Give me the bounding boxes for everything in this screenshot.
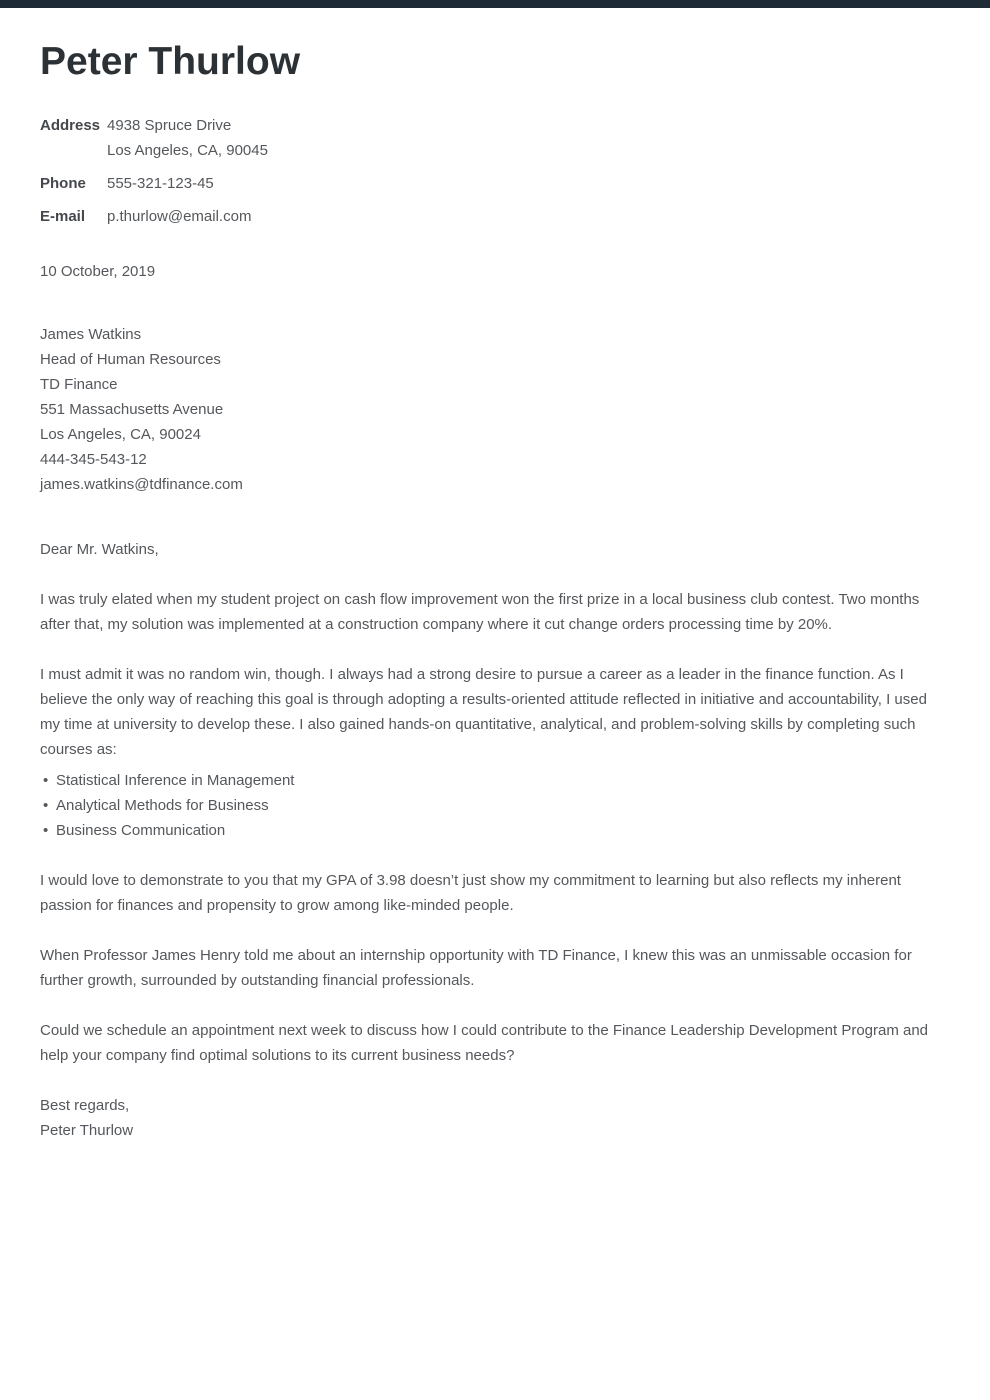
paragraph-skills: I must admit it was no random win, though. I always had a strong desire to pursue a career as a leader in the finance function. As I believe the only way of reaching this goal is through adopting a results-oriented attitude reflected in initiative and accountability, I used my time at university to develop these. I also gained hands-on quantitative, analytical, and problem-solving skills by completing such courses as: <box>40 666 927 758</box>
course-item: • Statistical Inference in Management <box>40 768 950 793</box>
signoff: Best regards, <box>40 1097 130 1114</box>
closing-block <box>40 1093 950 1143</box>
contact-label-email: E-mail <box>40 208 86 225</box>
accent-top-bar <box>0 0 990 8</box>
contact-label-address: Address <box>40 117 101 134</box>
course-list <box>40 768 950 843</box>
paragraph-appointment: Could we schedule an appointment next week to discuss how I could contribute to the Finance Leadership Development Program and help your company find optimal solutions to its current business needs? <box>40 1022 929 1064</box>
course-item: • Business Communication <box>40 818 950 843</box>
recipient-block <box>40 322 950 497</box>
paragraph-internship: When Professor James Henry told me about an internship opportunity with TD Finance, I knew this was an unmissable occasion for further growth, surrounded by outstanding financial professionals. <box>40 947 912 989</box>
email-address: p.thurlow@email.com <box>107 208 252 225</box>
recipient-name: James Watkins <box>40 326 142 343</box>
recipient-city: Los Angeles, CA, 90024 <box>40 426 201 443</box>
paragraph-intro: I was truly elated when my student project on cash flow improvement won the first prize in a local business club contest. Two months after that, my solution was implemented at a construction company where it cut change orders processing time by 20%. <box>40 591 920 633</box>
course-item: • Analytical Methods for Business <box>40 793 950 818</box>
page-title: Peter Thurlow <box>40 40 301 83</box>
contact-info-block <box>40 113 950 229</box>
paragraph-gpa: I would love to demonstrate to you that my GPA of 3.98 doesn’t just show my commitment to learning but also reflects my inherent passion for finances and propensity to grow among like-minded people. <box>40 872 901 914</box>
contact-label-phone: Phone <box>40 175 86 192</box>
letter-date: 10 October, 2019 <box>40 263 156 280</box>
recipient-company: TD Finance <box>40 376 118 393</box>
contact-value-address <box>107 113 268 163</box>
contact-row-address <box>40 113 950 163</box>
contact-row-email <box>40 204 950 229</box>
contact-value-email <box>107 204 251 229</box>
recipient-street: 551 Massachusetts Avenue <box>40 401 224 418</box>
salutation: Dear Mr. Watkins, <box>40 541 159 558</box>
contact-row-phone <box>40 171 950 196</box>
recipient-phone: 444-345-543-12 <box>40 451 147 468</box>
address-line-1: 4938 Spruce Drive <box>107 117 232 134</box>
phone-number: 555-321-123-45 <box>107 175 214 192</box>
address-line-2: Los Angeles, CA, 90045 <box>107 142 268 159</box>
recipient-email: james.watkins@tdfinance.com <box>40 476 243 493</box>
recipient-title: Head of Human Resources <box>40 351 221 368</box>
letter-content <box>0 8 990 1183</box>
contact-value-phone <box>107 171 214 196</box>
signature-name: Peter Thurlow <box>40 1122 134 1139</box>
